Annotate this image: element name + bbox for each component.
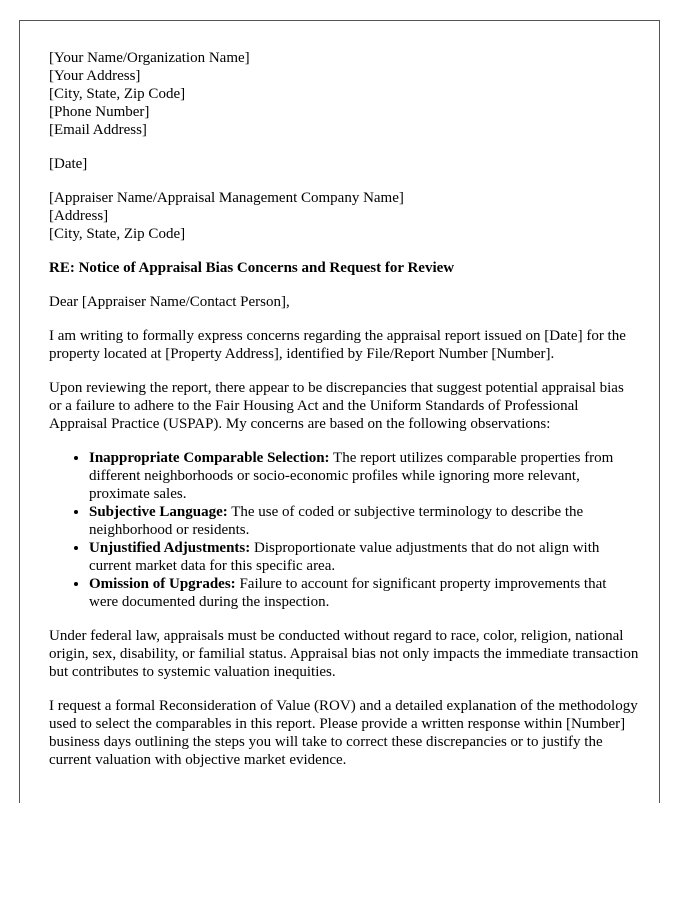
request-paragraph: I request a formal Reconsideration of Value (ROV) and a detailed explanation of the methodology used to select the comparables in this report. Please provide a written response within [Number] business days outlining the steps you will take to correct these discrepancies or to justify the current valuation with objective market evidence. [49,698,638,768]
recipient-name: [Appraiser Name/Appraisal Management Company Name] [49,190,404,206]
recipient-city: [City, State, Zip Code] [49,226,186,242]
letter-page [19,20,660,803]
concern-text: The report utilizes comparable properties from different neighborhoods or socio-economic profiles while ignoring more relevant, proximate sales. [89,450,614,502]
sender-name: [Your Name/Organization Name] [49,50,250,66]
law-paragraph: Under federal law, appraisals must be conducted without regard to race, color, religion, national origin, sex, disability, or familial status. Appraisal bias not only impacts the immediate transaction but contributes to systemic valuation inequities. [49,628,639,680]
list-item [89,539,639,575]
date-block [49,155,639,173]
list-item [89,575,639,611]
sender-phone: [Phone Number] [49,104,150,120]
salutation: Dear [Appraiser Name/Contact Person], [49,294,290,310]
subject-line: RE: Notice of Appraisal Bias Concerns and Request for Review [49,260,455,276]
observations-paragraph: Upon reviewing the report, there appear to be discrepancies that suggest potential appraisal bias or a failure to adhere to the Fair Housing Act and the Uniform Standards of Professional Appraisal Practice (USPAP). My concerns are based on the following observations: [49,380,624,432]
concern-text: Failure to account for significant property improvements that were documented during the inspection. [89,576,607,610]
concern-term: Inappropriate Comparable Selection: [89,450,330,466]
list-item [89,449,639,503]
sender-block [49,49,639,139]
concern-term: Subjective Language: [89,504,228,520]
list-item [89,503,639,539]
concern-term: Omission of Upgrades: [89,576,236,592]
letter-date: [Date] [49,156,88,172]
letter-body [49,49,639,785]
concern-term: Unjustified Adjustments: [89,540,251,556]
intro-paragraph: I am writing to formally express concerns regarding the appraisal report issued on [Date] for the property located at [Property Address], identified by File/Report Number [Number]. [49,328,626,362]
sender-city: [City, State, Zip Code] [49,86,186,102]
concerns-list [49,449,639,611]
sender-address: [Your Address] [49,68,141,84]
concern-text: The use of coded or subjective terminology to describe the neighborhood or residents. [89,504,584,538]
recipient-address: [Address] [49,208,109,224]
recipient-block [49,189,639,243]
sender-email: [Email Address] [49,122,147,138]
concern-text: Disproportionate value adjustments that do not align with current market data for this specific area. [89,540,600,574]
